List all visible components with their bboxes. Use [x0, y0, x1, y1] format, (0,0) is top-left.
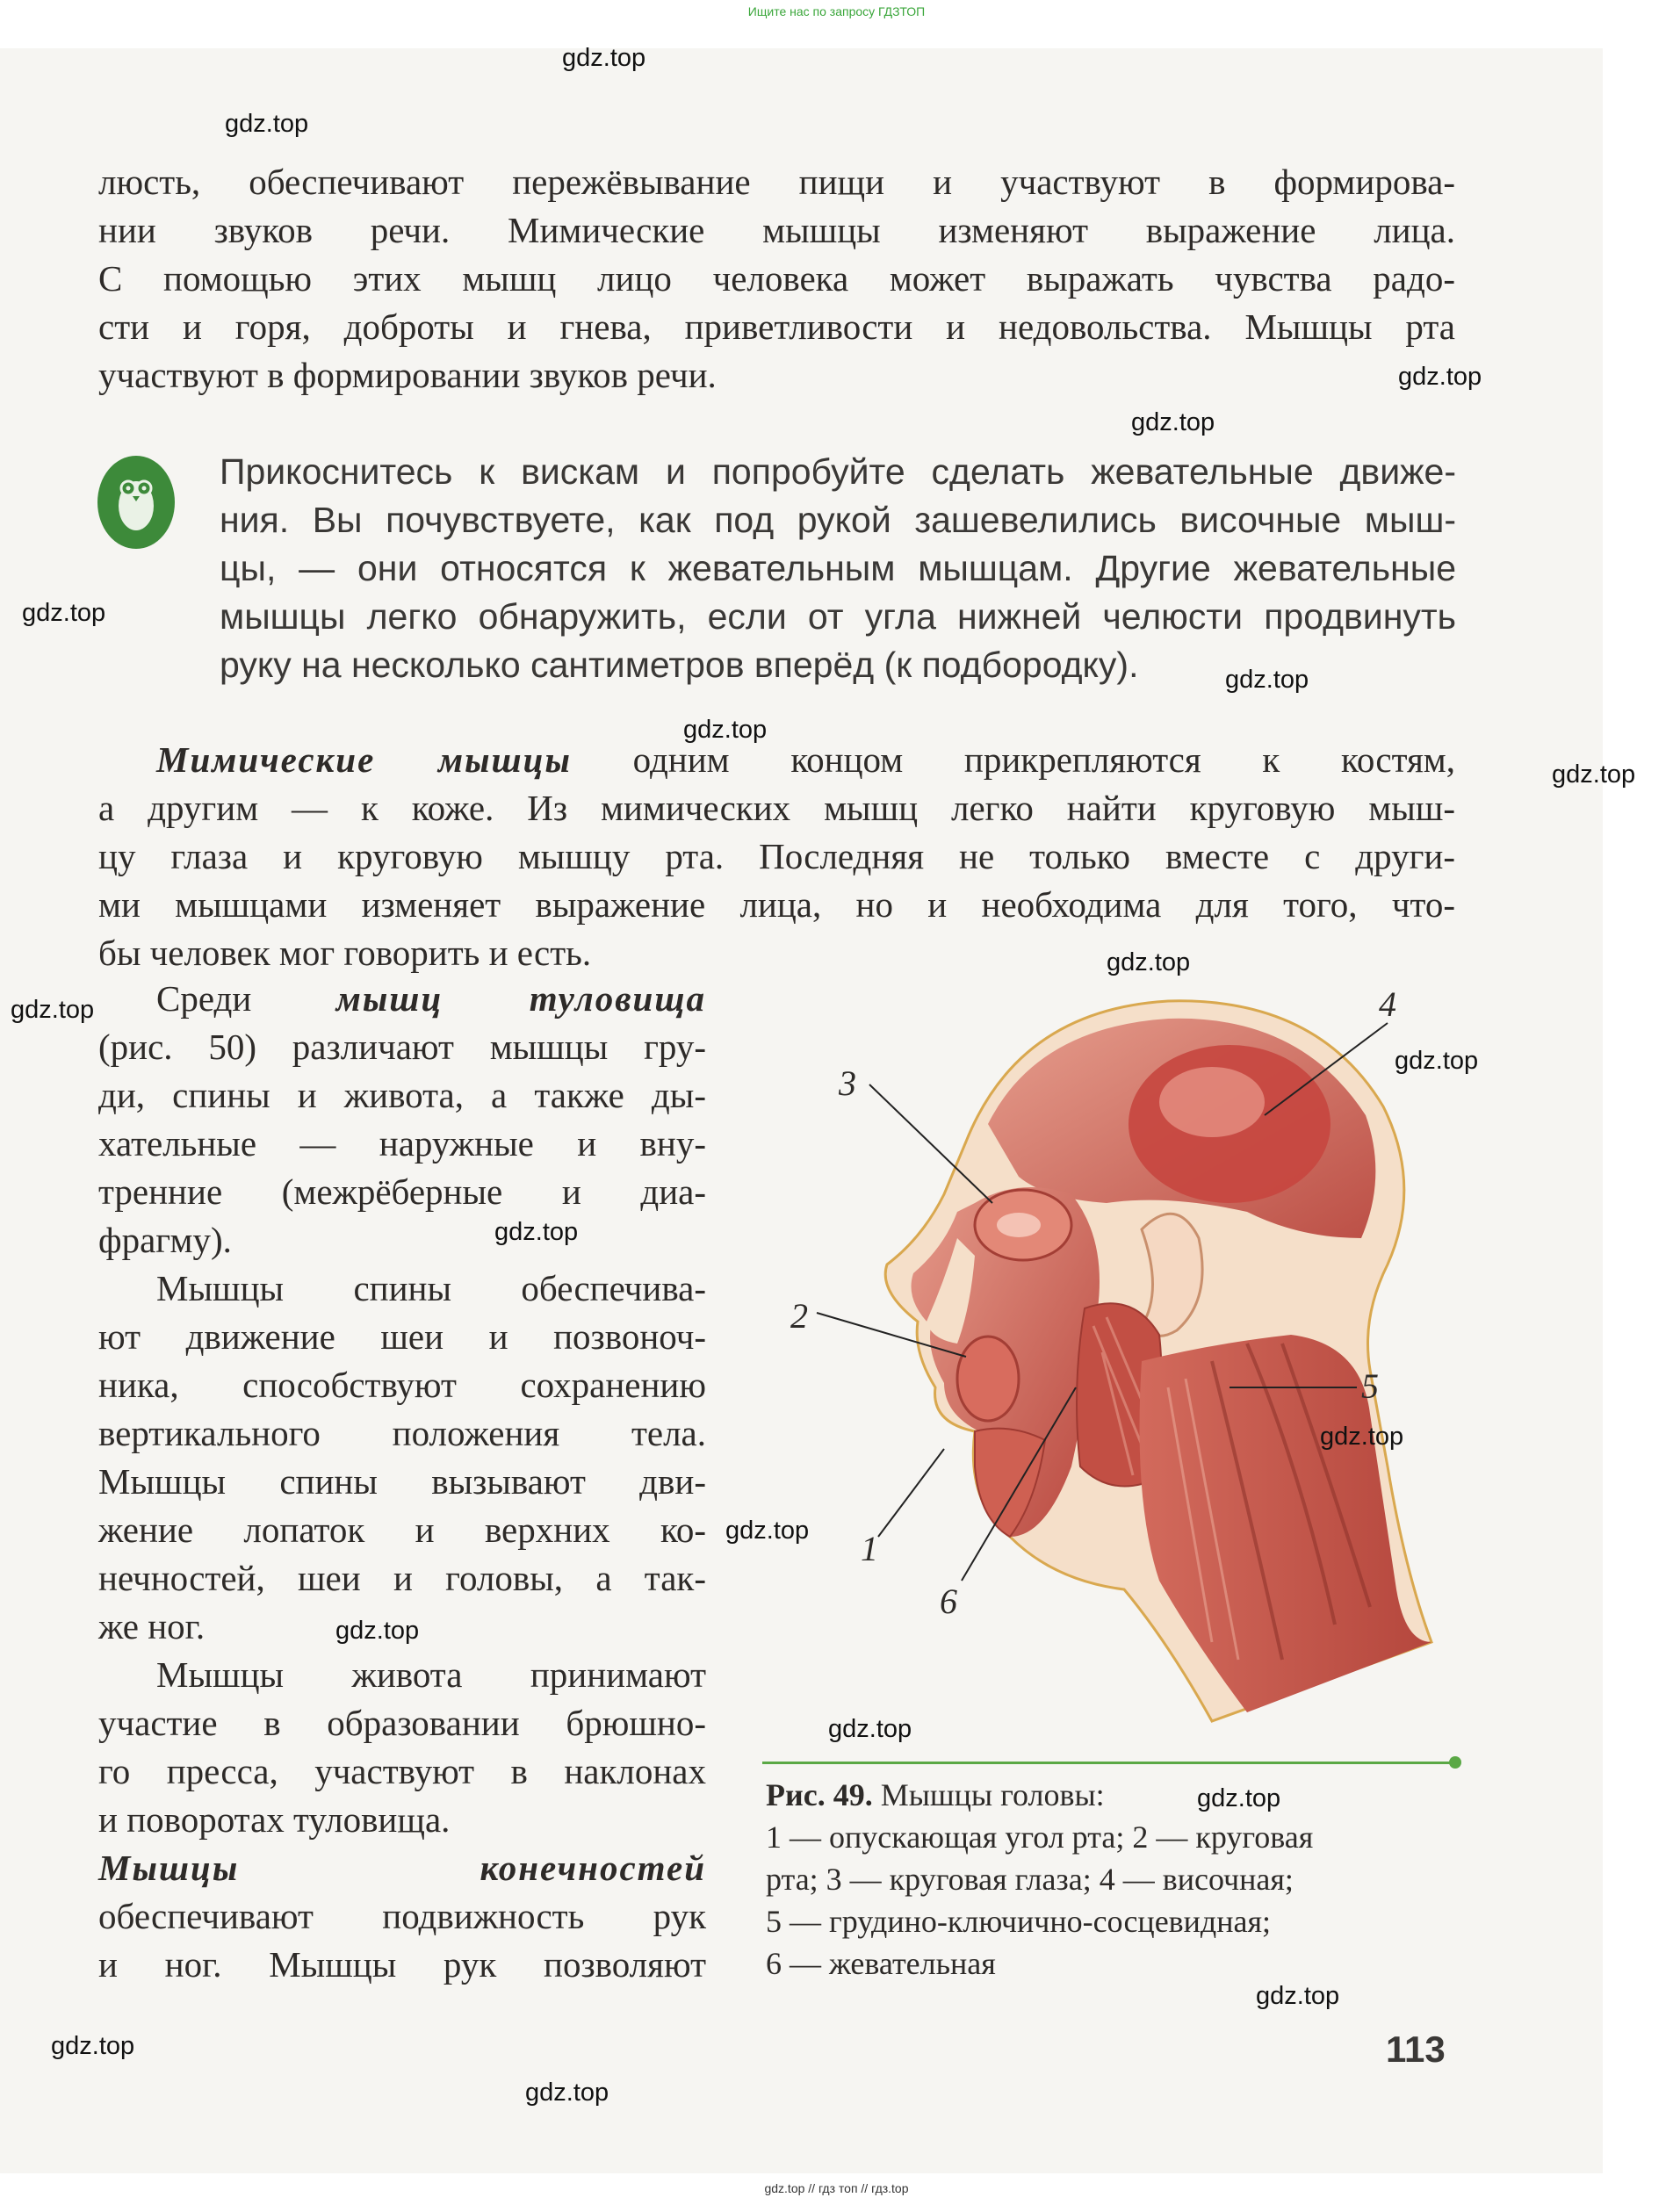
- watermark: gdz.top: [828, 1715, 912, 1743]
- watermark: gdz.top: [11, 996, 95, 1024]
- watermark: gdz.top: [525, 2079, 609, 2107]
- figure-label-3: 3: [839, 1063, 856, 1103]
- term-mimic-muscles: Мимические мышцы: [156, 739, 572, 780]
- watermark: gdz.top: [683, 716, 768, 744]
- text-line: участие в образовании брюшно-: [98, 1703, 706, 1743]
- text-line: [98, 975, 706, 1023]
- text-line: жение лопаток и верхних ко-: [98, 1509, 706, 1550]
- caption-title-text: Мышцы головы:: [872, 1777, 1105, 1812]
- footer-note: gdz.top // гдз топ // гдз.top: [764, 2181, 909, 2195]
- watermark: gdz.top: [1131, 408, 1215, 436]
- text-line: нии звуков речи. Мимические мышцы изменяют выражение лица.: [98, 210, 1455, 250]
- text-line: обеспечивают подвижность рук: [98, 1896, 706, 1936]
- text-line: а другим — к коже. Из мимических мышц легко найти круговую мыш-: [98, 788, 1455, 828]
- task-paragraph: [220, 448, 1456, 689]
- mimic-paragraph: [98, 736, 1455, 977]
- belly-muscles-paragraph: [98, 1651, 706, 1844]
- text-line: го пресса, участвуют в наклонах: [98, 1751, 706, 1791]
- watermark: gdz.top: [1320, 1423, 1404, 1451]
- owl-icon: [97, 455, 176, 550]
- watermark: gdz.top: [562, 44, 646, 72]
- figure-label-6: 6: [940, 1582, 957, 1621]
- text-line: и ног. Мышцы рук позволяют: [98, 1944, 706, 1985]
- caption-line: рта; 3 — круговая глаза; 4 — височная;: [766, 1862, 1294, 1897]
- text-line: Мышцы спины обеспечива-: [156, 1268, 706, 1308]
- text-line: Мышцы живота принимают: [156, 1654, 706, 1695]
- term-trunk-muscles: мышц туловища: [335, 978, 706, 1019]
- text-line: тренние (межрёберные и диа-: [98, 1171, 706, 1212]
- caption-divider: [762, 1762, 1454, 1764]
- text-line: [98, 736, 1455, 784]
- figure-label-5: 5: [1361, 1366, 1379, 1406]
- watermark: gdz.top: [1552, 760, 1636, 789]
- text-line: ния. Вы почувствуете, как под рукой зашевелились височные мыш-: [220, 500, 1456, 540]
- figure-label-1: 1: [861, 1529, 878, 1568]
- text-line: нечностей, шеи и головы, а так-: [98, 1558, 706, 1598]
- caption-divider-dot: [1449, 1756, 1461, 1769]
- text-line: мышцы легко обнаружить, если от угла нижней челюсти продвинуть: [220, 596, 1456, 637]
- text-line: и поворотах туловища.: [98, 1799, 451, 1840]
- caption-line: 6 — жевательная: [766, 1946, 996, 1981]
- figure-label-4: 4: [1379, 984, 1396, 1024]
- text-line: [98, 1844, 706, 1892]
- watermark: gdz.top: [1395, 1047, 1479, 1075]
- text-line: бы человек мог говорить и есть.: [98, 933, 592, 973]
- watermark: gdz.top: [335, 1617, 420, 1645]
- text-line: ют движение шеи и позвоноч-: [98, 1316, 706, 1357]
- trunk-paragraph: [98, 975, 706, 1265]
- head-muscles-figure: [755, 975, 1484, 1730]
- text-line: участвуют в формировании звуков речи.: [98, 355, 717, 395]
- caption-title: [766, 1774, 1460, 1816]
- back-muscles-paragraph: [98, 1265, 706, 1651]
- caption-line: 5 — грудино-ключично-сосцевидная;: [766, 1904, 1272, 1939]
- watermark: gdz.top: [1197, 1784, 1281, 1812]
- text-line: ника, способствуют сохранению: [98, 1365, 706, 1405]
- figure-label-2: 2: [790, 1296, 808, 1336]
- page-number: 113: [1386, 2028, 1446, 2070]
- watermark: gdz.top: [1398, 363, 1482, 391]
- watermark: gdz.top: [1225, 666, 1309, 694]
- text-line: фрагму).: [98, 1220, 232, 1260]
- watermark: gdz.top: [22, 599, 106, 627]
- text-line: (рис. 50) различают мышцы гру-: [98, 1027, 706, 1067]
- watermark: gdz.top: [1256, 1982, 1340, 2010]
- limb-muscles-paragraph: [98, 1844, 706, 1989]
- caption-label: Рис. 49.: [766, 1777, 873, 1812]
- intro-paragraph: [98, 158, 1455, 400]
- header-note: Ищите нас по запросу ГДЗТОП: [747, 4, 926, 18]
- text-line: хательные — наружные и вну-: [98, 1123, 706, 1164]
- text-line: С помощью этих мышц лицо человека может выражать чувства радо-: [98, 258, 1455, 299]
- term-limb-muscles: Мышцы конечностей: [98, 1848, 706, 1888]
- text-line: руку на несколько сантиметров вперёд (к подбородку).: [220, 645, 1139, 685]
- text-line: Прикоснитесь к вискам и попробуйте сделать жевательные движе-: [220, 451, 1456, 492]
- text-line: же ног.: [98, 1606, 206, 1646]
- watermark: gdz.top: [1107, 948, 1191, 976]
- watermark: gdz.top: [725, 1517, 810, 1545]
- text-line: Мышцы спины вызывают дви-: [98, 1461, 706, 1502]
- watermark: gdz.top: [51, 2032, 135, 2060]
- text-line: ди, спины и живота, а также ды-: [98, 1075, 706, 1115]
- text-line: цы, — они относятся к жевательным мышцам. Другие жевательные: [220, 548, 1456, 588]
- text-line: люсть, обеспечивают пережёвывание пищи и участвуют в формирова-: [98, 162, 1455, 202]
- watermark: gdz.top: [494, 1218, 579, 1246]
- watermark: gdz.top: [225, 110, 309, 138]
- caption-line: 1 — опускающая угол рта; 2 — круговая: [766, 1819, 1314, 1855]
- text-fragment: Среди: [156, 978, 252, 1019]
- text-fragment: одним концом прикрепляются к костям,: [571, 739, 1455, 780]
- figure-caption: [766, 1774, 1460, 1985]
- text-line: вертикального положения тела.: [98, 1413, 706, 1453]
- text-line: цу глаза и круговую мышцу рта. Последняя не только вместе с други-: [98, 836, 1455, 876]
- text-line: ми мышцами изменяет выражение лица, но и необходима для того, что-: [98, 884, 1455, 925]
- text-line: сти и горя, доброты и гнева, приветливости и недовольства. Мышцы рта: [98, 306, 1455, 347]
